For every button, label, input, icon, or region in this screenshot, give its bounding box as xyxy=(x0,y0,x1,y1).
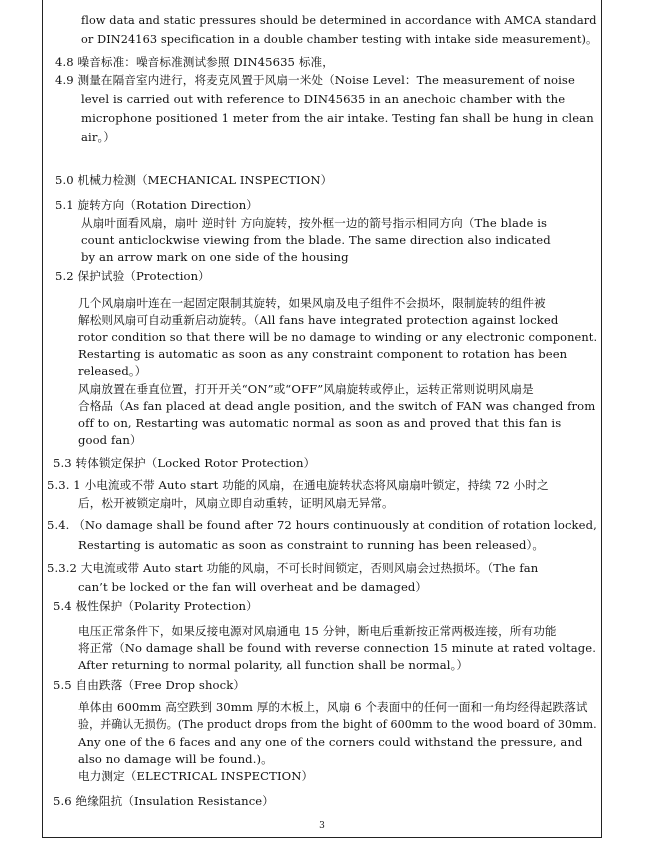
text-line: count anticlockwise viewing from the blade. The same direction also indicated xyxy=(81,233,551,247)
document-page xyxy=(42,0,602,838)
text-line: can’t be locked or the fan will overheat and be damaged） xyxy=(78,580,428,594)
text-line: rotor condition so that there will be no damage to winding or any electronic component. xyxy=(78,330,598,344)
text-line: Restarting is automatic as soon as constraint to running has been released）。 xyxy=(78,538,545,552)
text-line: air。） xyxy=(81,130,116,144)
section-heading: 5.1 旋转方向（Rotation Direction） xyxy=(55,198,258,212)
text-line: flow data and static pressures should be determined in accordance with AMCA standard xyxy=(81,13,597,27)
section-heading: 5.5 自由跌落（Free Drop shock） xyxy=(53,678,246,692)
text-line: also no damage will be found.)。 xyxy=(78,752,273,766)
section-heading: 5.6 绝缘阻抗（Insulation Resistance） xyxy=(53,794,274,808)
text-line: microphone positioned 1 meter from the air intake. Testing fan shall be hung in clean xyxy=(81,111,594,125)
text-line: 5.3. 1 小电流或不带 Auto start 功能的风扇，在通电旋转状态将风扇扇叶锁定，持续 72 小时之 xyxy=(47,478,549,492)
text-line: 几个风扇扇叶连在一起固定限制其旋转，如果风扇及电子组件不会损坏，限制旋转的组件被 xyxy=(78,296,546,310)
page-number: 3 xyxy=(319,821,325,831)
text-line: 5.4. （No damage shall be found after 72 hours continuously at condition of rotation locked, xyxy=(47,518,597,532)
text-line: released。） xyxy=(78,364,147,378)
text-line: 将正常（No damage shall be found with reverse connection 15 minute at rated voltage. xyxy=(78,641,597,655)
section-heading: 电力测定（ELECTRICAL INSPECTION） xyxy=(78,769,314,783)
text-line: 从扇叶面看风扇，扇叶 逆时针 方向旋转，按外框一边的箭号指示相同方向（The blade is xyxy=(81,216,548,230)
section-heading: 5.3 转体锁定保护（Locked Rotor Protection） xyxy=(53,456,316,470)
text-line: After returning to normal polarity, all function shall be normal。） xyxy=(78,658,469,672)
text-line: Any one of the 6 faces and any one of the corners could withstand the pressure, and xyxy=(78,735,583,749)
text-line: or DIN24163 specification in a double chamber testing with intake side measurement)。 xyxy=(81,32,598,46)
text-line: 5.3.2 大电流或带 Auto start 功能的风扇，不可长时间锁定，否则风扇会过热损坏。（The fan xyxy=(47,561,539,575)
section-heading: 5.0 机械力检测（MECHANICAL INSPECTION） xyxy=(55,173,333,187)
text-line: off to on, Restarting was automatic normal as soon as and proved that this fan is xyxy=(78,416,562,430)
section-heading: 5.2 保护试验（Protection） xyxy=(55,269,210,283)
text-line: 合格品（As fan placed at dead angle position, and the switch of FAN was changed from xyxy=(78,399,596,413)
text-line: 电压正常条件下，如果反接电源对风扇通电 15 分钟，断电后重新按正常两极连接，所有功能 xyxy=(78,624,557,638)
text-line: by an arrow mark on one side of the housing xyxy=(81,250,349,264)
text-line: Restarting is automatic as soon as any constraint component to rotation has been xyxy=(78,347,568,361)
text-line: 4.8 噪音标准：噪音标准测试参照 DIN45635 标准， xyxy=(55,55,334,69)
text-line: 单体由 600mm 高空跌到 30mm 厚的木板上，风扇 6 个表面中的任何一面和一角均经得起跌落试 xyxy=(78,700,588,714)
text-line: 后，松开被锁定扇叶，风扇立即自动重转，证明风扇无异常。 xyxy=(78,496,394,510)
text-line: level is carried out with reference to DIN45635 in an anechoic chamber with the xyxy=(81,92,566,106)
text-line: 验，并确认无损伤。(The product drops from the bight of 600mm to the wood board of 30mm. xyxy=(78,717,597,731)
text-line: 风扇放置在垂直位置，打开开关“ON”或“OFF”风扇旋转或停止，运转正常则说明风扇是 xyxy=(78,382,534,396)
text-line: 4.9 测量在隔音室内进行，将麦克风置于风扇一米处（Noise Level：The measurement of noise xyxy=(55,73,575,87)
text-line: 解松则风扇可自动重新启动旋转。（All fans have integrated protection against locked xyxy=(78,313,559,327)
text-line: good fan） xyxy=(78,433,142,447)
section-heading: 5.4 极性保护（Polarity Protection） xyxy=(53,599,258,613)
